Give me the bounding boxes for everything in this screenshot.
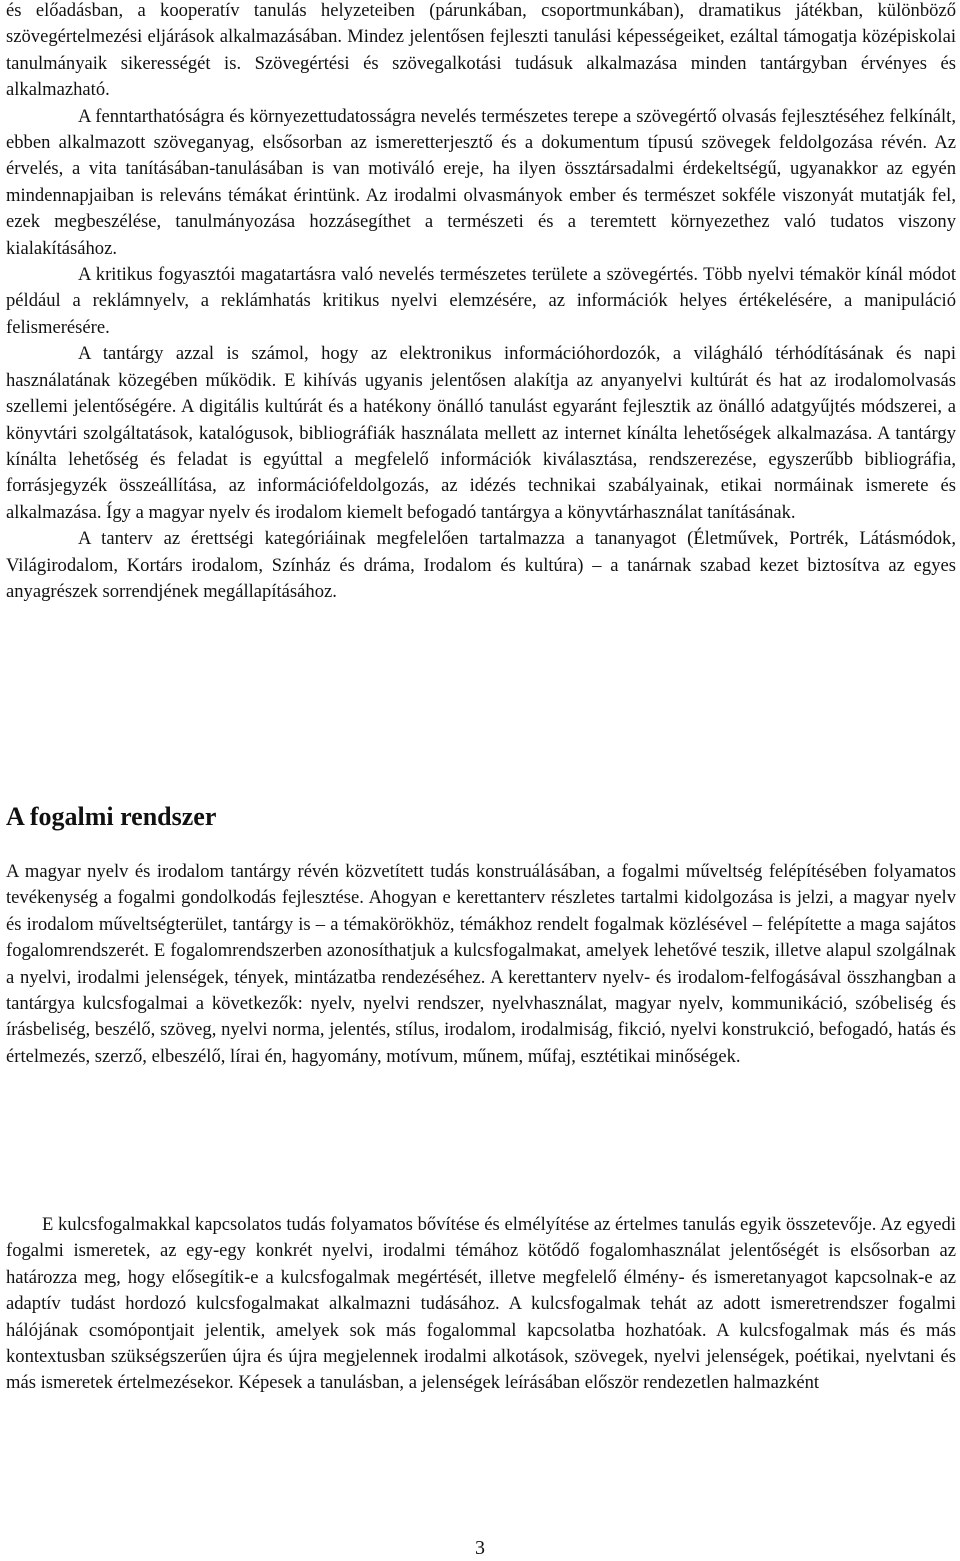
paragraph: A tantárgy azzal is számol, hogy az elektronikus információhordozók, a világháló térhódításának és napi használatának közegében működik. E kihívás ugyanis jelentősen alakítja az anyanyelvi kultúrát és hat az irodalomolvasás szellemi jelentőségére. A digitális kultúrát és a hatékony önálló tanulást egyaránt fejlesztik az önálló adatgyűjtés módszerei, a könyvtári szolgáltatások, katalógusok, bibliográfiák használata mellett az internet kínálta lehetőségek alkalmazása. A tantárgy kínálta lehetőség és feladat is egyúttal a megfelelő információk kiválasztása, rendszerezése, egyszerűbb bibliográfia, forrásjegyzék összeállítása, az információfeldolgozás, az idézés technikai szabályainak, etikai normáinak ismerete és alkalmazása. Így a magyar nyelv és irodalom kiemelt befogadó tantárgya a könyvtárhasználat tanításának.	[6, 343, 956, 523]
paragraph: és előadásban, a kooperatív tanulás helyzeteiben (párunkában, csoportmunkában), dramatikus játékban, különböző szövegértelmezési eljárások alkalmazásában. Mindez jelentősen fejleszti tanulási képességeiket, ezáltal támogatja középiskolai tanulmányaik sikerességét is. Szövegértési és szövegalkotási tudásuk alkalmazása minden tantárgyban érvényes és alkalmazható.	[6, 0, 956, 101]
text-block-3	[6, 1212, 956, 1397]
paragraph: A fenntarthatóságra és környezettudatosságra nevelés természetes terepe a szövegértő olvasás fejlesztéséhez felkínált, ebben alkalmazott szöveganyag, elsősorban az ismeretterjesztő és a dokumentum típusú szövegek feldolgozása révén. Az érvelés, a vita tanításában-tanulásában is van motiváló ereje, ha ilyen össztársadalmi érdekeltségű, ugyanakkor az egyén mindennapjaiban is releváns témákat érintünk. Az irodalmi olvasmányok ember és természet sokféle viszonyát mutatják fel, ezek megbeszélése, tanulmányozása hozzásegíthet a természeti és a teremtett környezethez való tudatos viszony kialakításához.	[6, 105, 956, 259]
section-heading: A fogalmi rendszer	[6, 802, 217, 831]
paragraph: A kritikus fogyasztói magatartásra való nevelés természetes területe a szövegértés. Több nyelvi témakör kínál módot például a reklámnyelv, a reklámhatás kritikus nyelvi elemzésére, az információk helyes értékelésére, a manipuláció felismerésére.	[6, 264, 956, 338]
text-block-1	[6, 0, 956, 605]
page-number: 3	[475, 1537, 485, 1559]
paragraph: A tanterv az érettségi kategóriáinak megfelelően tartalmazza a tananyagot (Életművek, Portrék, Látásmódok, Világirodalom, Kortárs irodalom, Színház és dráma, Irodalom és kultúra) – a tanárnak szabad kezet biztosítva az egyes anyagrészek sorrendjének megállapításához.	[6, 528, 956, 602]
paragraph: A magyar nyelv és irodalom tantárgy révén közvetített tudás konstruálásában, a fogalmi műveltség felépítésében folyamatos tevékenység a fogalmi gondolkodás fejlesztése. Ahogyan e kerettanterv részletes tartalmi kidolgozása is jelzi, a magyar nyelv és irodalom műveltségterület, tantárgy is – a témakörökhöz, témákhoz rendelt fogalmak közlésével – felépítette a maga sajátos fogalomrendszerét. E fogalomrendszerben azonosíthatjuk a kulcsfogalmakat, amelyek lehetővé teszik, illetve alapul szolgálnak a nyelvi, irodalmi jelenségek, tények, mintázatba rendezéséhez. A kerettanterv nyelv- és irodalom-felfogásával összhangban a tantárgya kulcsfogalmai a következők: nyelv, nyelvi rendszer, nyelvhasználat, magyar nyelv, kommunikáció, szóbeliség és írásbeliség, beszélő, szöveg, nyelvi norma, jelentés, stílus, irodalom, irodalmiság, fikció, nyelvi konstrukció, befogadó, hatás és értelmezés, szerző, elbeszélő, lírai én, hagyomány, motívum, műnem, műfaj, esztétikai minőségek.	[6, 861, 956, 1067]
paragraph: E kulcsfogalmakkal kapcsolatos tudás folyamatos bővítése és elmélyítése az értelmes tanulás egyik összetevője. Az egyedi fogalmi ismeretek, az egy-egy konkrét nyelvi, irodalmi témához kötődő fogalomhasználat jelentőségét is elsősorban az határozza meg, hogy elősegítik-e a kulcsfogalmak megértését, illetve megfelelő élmény- és ismeretanyagot kapcsolnak-e az adaptív tudást hordozó kulcsfogalmakat alkalmazni tudásához. A kulcsfogalmak tehát az adott ismeretrendszer fogalmi hálójának csomópontjait jelentik, amelyek sok más fogalommal kapcsolatba hozhatóak. A kulcsfogalmak más és más kontextusban szükségszerűen újra és újra megjelennek irodalmi alkotások, szövegek, nyelvi jelenségek, poétikai, nyelvtani és más ismeretek értelmezésekor. Képesek a tanulásban, a jelenségek leírásában először rendezetlen halmazként	[6, 1214, 956, 1394]
text-block-2	[6, 859, 956, 1070]
